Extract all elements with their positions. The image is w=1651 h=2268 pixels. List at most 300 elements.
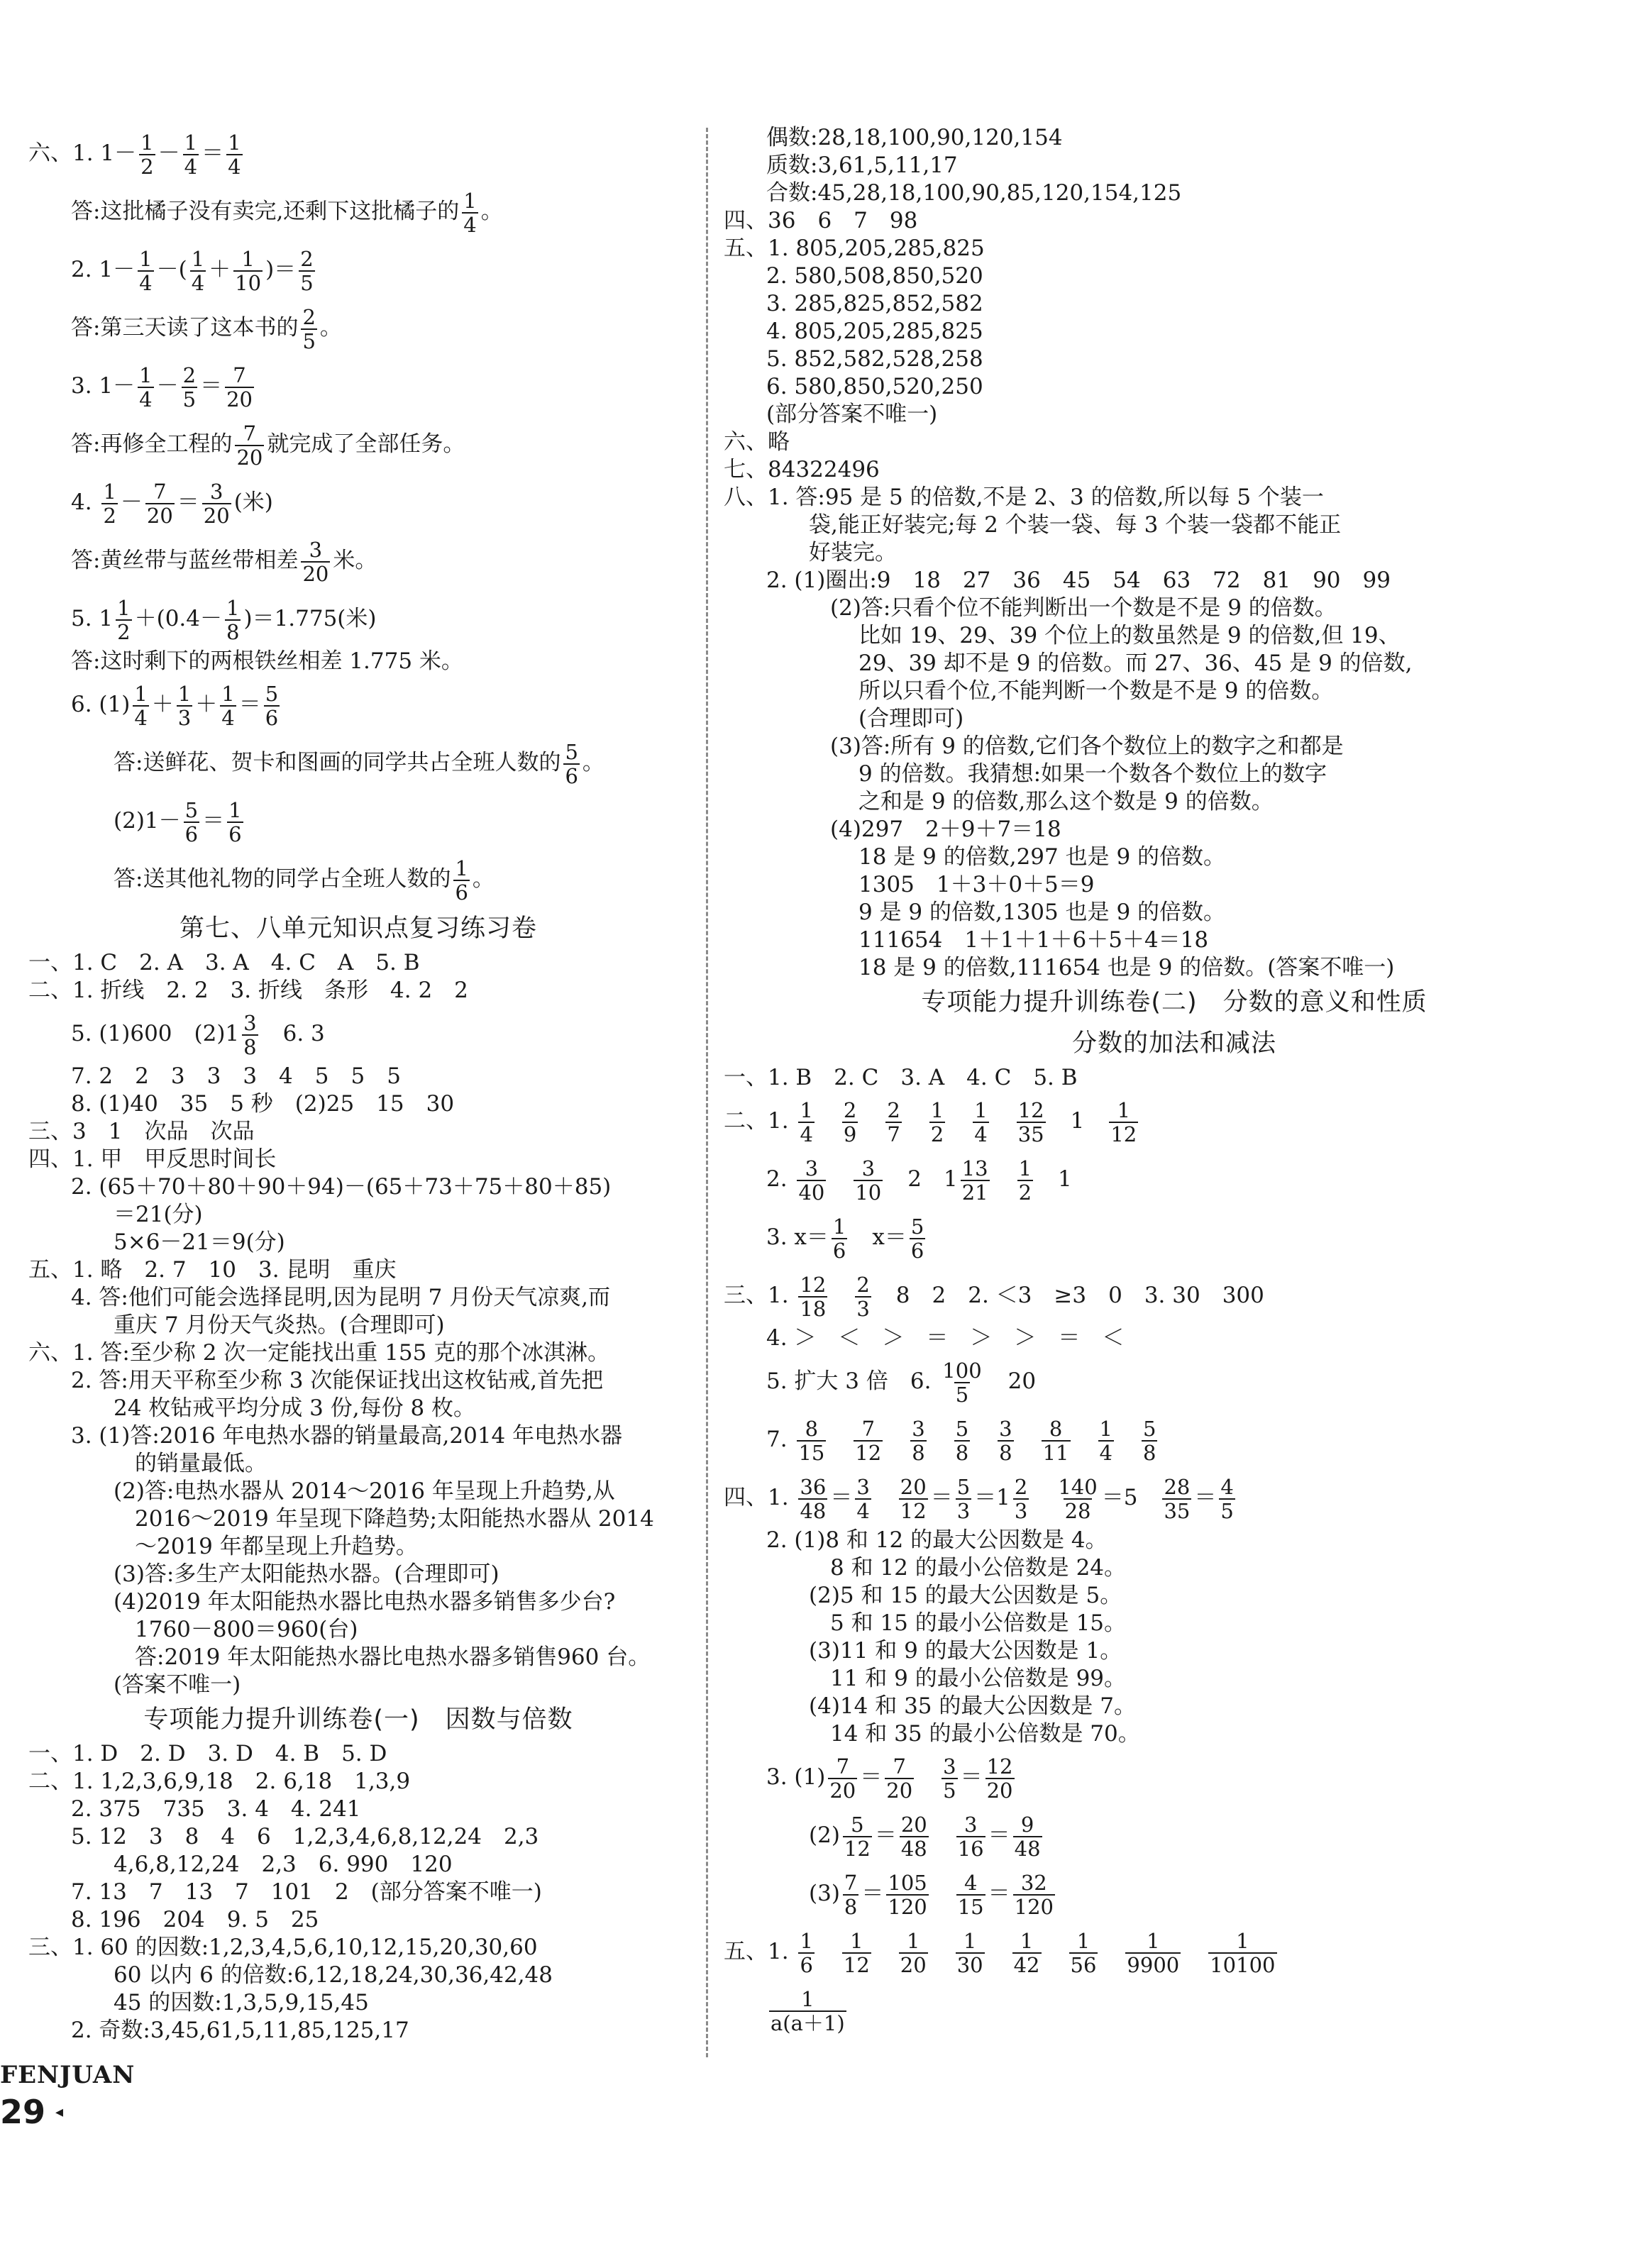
answer-text: (2)	[809, 1822, 840, 1848]
fraction-numerator: 8	[805, 1416, 819, 1441]
fraction	[798, 1476, 827, 1522]
answer-line	[28, 1505, 688, 1533]
answer-line	[28, 1588, 688, 1616]
answer-line	[724, 262, 1625, 290]
fraction-denominator: 5	[955, 1382, 969, 1407]
fraction-numerator: 2	[856, 1272, 870, 1297]
fraction	[225, 364, 254, 411]
fraction	[956, 1813, 985, 1860]
fraction-numerator: 2	[302, 304, 316, 329]
fraction-numerator: 13	[961, 1156, 988, 1180]
fraction-denominator: 11	[1042, 1440, 1069, 1465]
answer-text: ＋	[195, 692, 218, 717]
answer-line	[28, 734, 688, 792]
answer-text	[1017, 1427, 1039, 1452]
answer-text: ＝	[177, 489, 199, 515]
answer-text: 3. 285,825,852,582	[766, 291, 983, 316]
answer-line	[724, 1266, 1625, 1324]
answer-text: ＝	[988, 1822, 1010, 1848]
answer-line	[724, 484, 1625, 511]
page-number: 29	[0, 2093, 46, 2131]
answer-text: ＝	[874, 1822, 897, 1848]
answer-text: 六、1. 1－	[28, 140, 137, 166]
answer-line	[724, 788, 1625, 816]
answer-line	[28, 1796, 688, 1823]
answer-text: 二、1. 1,2,3,6,9,18 2. 6,18 1,3,9	[28, 1769, 411, 1794]
answer-text: 9 的倍数。我猜想:如果一个数各个数位上的数字	[858, 761, 1327, 787]
answer-line	[724, 567, 1625, 594]
answer-text: 答:这批橘子没有卖完,还剩下这批橘子的	[71, 199, 460, 224]
answer-line	[724, 1637, 1625, 1665]
fraction	[1017, 1157, 1033, 1204]
fraction-numerator: 1	[140, 130, 154, 155]
answer-text: 。	[472, 866, 495, 892]
answer-text: 8. 196 204 9. 5 25	[71, 1907, 319, 1932]
answer-text: 8. (1)40 35 5 秒 (2)25 15 30	[71, 1091, 455, 1117]
answer-text: 29、39 却不是 9 的倍数。而 27、36、45 是 9 的倍数,	[858, 651, 1413, 676]
answer-text	[829, 1427, 851, 1452]
answer-text: )＝	[265, 257, 297, 282]
fraction-numerator: 1	[1117, 1097, 1131, 1122]
fraction	[842, 1099, 858, 1146]
answer-line	[724, 1527, 1625, 1554]
answer-line	[28, 1561, 688, 1588]
fraction-denominator: 20	[226, 387, 253, 411]
answer-line	[724, 954, 1625, 982]
fraction-denominator: 5	[302, 328, 316, 353]
fraction-denominator: 12	[900, 1498, 927, 1523]
answer-text: 3. 1－	[71, 373, 136, 399]
fraction	[973, 1099, 988, 1146]
fraction-denominator: 9	[843, 1122, 857, 1146]
fraction-denominator: 12	[1110, 1122, 1137, 1146]
fraction-numerator: 1	[801, 1986, 815, 2011]
fraction-denominator: 48	[1014, 1836, 1041, 1861]
fraction-numerator: 1	[800, 1097, 813, 1122]
fraction	[1098, 1417, 1114, 1464]
answer-text: ＋	[151, 692, 174, 717]
answer-text: 答:第三天读了这本书的	[71, 315, 299, 341]
answer-line	[28, 2017, 688, 2045]
answer-text: (合理即可)	[858, 706, 964, 731]
answer-text: 4. 805,205,285,825	[766, 319, 983, 344]
fraction	[1219, 1476, 1235, 1522]
fraction	[855, 1476, 871, 1522]
fraction	[828, 1755, 857, 1802]
fraction	[1056, 1476, 1098, 1522]
answer-line	[28, 240, 688, 299]
answer-text: (3)答:多生产太阳能热水器。(合理即可)	[114, 1561, 499, 1587]
answer-text: ～2019 年都呈现上升趋势。	[135, 1534, 418, 1559]
answer-line	[28, 1740, 688, 1768]
answer-line	[28, 850, 688, 908]
answer-text: (4)2019 年太阳能热水器比电热水器多销售多少台?	[114, 1589, 616, 1615]
answer-line	[724, 622, 1625, 650]
answer-text: ＝	[830, 1485, 853, 1510]
answer-line	[724, 677, 1625, 705]
fraction-numerator: 1	[184, 130, 198, 155]
fraction	[225, 597, 241, 643]
answer-text: (4)297 2＋9＋7＝18	[830, 817, 1061, 842]
fraction-numerator: 9	[1020, 1812, 1034, 1837]
answer-line	[28, 531, 688, 590]
answer-line	[28, 1851, 688, 1879]
answer-text: x＝	[850, 1224, 907, 1250]
answer-text: 就完成了全部任务。	[267, 431, 465, 457]
fraction-denominator: 12	[843, 1952, 870, 1977]
fraction	[1069, 1930, 1098, 1976]
answer-text: 袋,能正好装完;每 2 个装一袋、每 3 个装一袋都不能正	[809, 512, 1342, 538]
fraction-denominator: 2	[140, 154, 154, 179]
fraction	[769, 1988, 846, 2035]
answer-text	[905, 1108, 927, 1134]
answer-line	[724, 290, 1625, 318]
answer-line	[28, 1644, 688, 1671]
answer-text	[830, 1283, 852, 1308]
answer-text: 所以只看个位,不能判断一个数是不是 9 的倍数。	[858, 678, 1334, 704]
answer-text	[988, 1939, 1010, 1964]
answer-text: 2. 答:用天平称至少称 3 次能保证找出这枚钻戒,首先把	[71, 1368, 604, 1393]
fraction	[1042, 1417, 1071, 1464]
fraction-numerator: 1	[134, 681, 148, 706]
answer-text: 2. (1)8 和 12 的最大公因数是 4。	[766, 1527, 1108, 1553]
fraction	[797, 1157, 826, 1204]
fraction-denominator: 4	[800, 1122, 813, 1146]
fraction	[177, 682, 192, 729]
answer-text: 3. (1)	[766, 1764, 826, 1790]
fraction-denominator: 5	[182, 387, 197, 411]
answer-text: 三、1.	[724, 1283, 796, 1308]
answer-text: 五、1. 805,205,285,825	[724, 236, 985, 261]
fraction-denominator: 120	[1014, 1894, 1054, 1919]
answer-text: 2 1	[885, 1166, 958, 1192]
answer-line	[28, 1339, 688, 1367]
fraction	[910, 1215, 925, 1262]
fraction	[299, 248, 314, 294]
answer-text: －	[156, 373, 179, 399]
answer-line	[724, 1410, 1625, 1468]
fraction-denominator: 6	[228, 822, 242, 846]
fraction	[899, 1476, 928, 1522]
answer-text: 7. 2 2 3 3 3 4 5 5 5	[71, 1063, 401, 1089]
fraction	[854, 1157, 883, 1204]
fraction-numerator: 1	[191, 246, 205, 271]
answer-text: 合数:45,28,18,100,90,85,120,154,125	[766, 180, 1182, 206]
fraction	[227, 799, 243, 846]
answer-text: ＝21(分)	[114, 1202, 203, 1227]
answer-line	[724, 1064, 1625, 1092]
answer-line	[724, 373, 1625, 401]
fraction	[956, 1476, 971, 1522]
answer-line	[724, 843, 1625, 871]
answer-text	[874, 1485, 896, 1510]
fraction-numerator: 3	[243, 1010, 257, 1035]
answer-text: 答:2019 年太阳能热水器比电热水器多销售960 台。	[135, 1644, 651, 1670]
answer-text	[885, 1427, 907, 1452]
fraction-denominator: 15	[798, 1440, 825, 1465]
fraction-denominator: 42	[1013, 1952, 1040, 1977]
answer-text: (3)	[809, 1881, 840, 1906]
answer-line	[28, 1422, 688, 1450]
answer-line	[724, 816, 1625, 843]
answer-line	[724, 456, 1625, 484]
answer-text: ＝	[988, 1881, 1010, 1906]
answer-text: 9 是 9 的倍数,1305 也是 9 的倍数。	[858, 900, 1226, 925]
fraction-denominator: 20	[302, 561, 329, 586]
answer-text: (2)答:电热水器从 2014～2016 年呈现上升趋势,从	[114, 1478, 615, 1504]
answer-text	[932, 1881, 954, 1906]
fraction	[139, 131, 155, 178]
fraction-numerator: 1	[1018, 1156, 1032, 1180]
fraction-denominator: 12	[844, 1836, 871, 1861]
fraction	[1013, 1813, 1042, 1860]
answer-line	[28, 1146, 688, 1173]
answer-text: 1	[1048, 1108, 1107, 1134]
answer-line	[724, 1324, 1625, 1352]
answer-line	[724, 1923, 1625, 1981]
answer-text: 45 的因数:1,3,5,9,15,45	[114, 1990, 369, 2015]
answer-line	[724, 926, 1625, 954]
fraction-denominator: 6	[800, 1952, 813, 1977]
answer-text: ＋(0.4－	[134, 606, 223, 631]
fraction-denominator: 4	[974, 1122, 988, 1146]
fraction	[886, 1871, 928, 1918]
answer-line	[28, 648, 688, 675]
fraction	[832, 1215, 847, 1262]
fraction-denominator: 28	[1064, 1498, 1091, 1523]
fraction	[453, 857, 469, 904]
answer-text: 11 和 9 的最小公倍数是 99。	[830, 1666, 1127, 1691]
answer-text	[1183, 1939, 1205, 1964]
answer-line	[28, 1671, 688, 1699]
answer-text: ＝5	[1101, 1485, 1160, 1510]
fraction	[220, 682, 236, 729]
answer-text	[1044, 1939, 1066, 1964]
fraction-denominator: 3	[177, 705, 192, 730]
answer-line	[724, 1748, 1625, 1806]
answer-text: 2. 奇数:3,45,61,5,11,85,125,17	[71, 2018, 409, 2043]
answer-line	[28, 473, 688, 531]
answer-text: 2016～2019 年呈现下降趋势;太阳能热水器从 2014	[135, 1506, 654, 1532]
left-column	[28, 124, 688, 2045]
answer-line	[724, 594, 1625, 622]
fraction-denominator: 4	[1099, 1440, 1112, 1465]
answer-text: 4.	[71, 489, 99, 515]
fraction-numerator: 3	[963, 1812, 978, 1837]
fraction-denominator: 3	[1014, 1498, 1028, 1523]
answer-text: 好装完。	[809, 540, 897, 565]
answer-text: 5. 852,582,528,258	[766, 346, 983, 372]
answer-text: 4,6,8,12,24 2,3 6. 990 120	[114, 1852, 453, 1877]
answer-line	[28, 299, 688, 357]
answer-line	[28, 1934, 688, 1962]
answer-text: (2)答:只看个位不能判断出一个数是不是 9 的倍数。	[830, 595, 1337, 621]
answer-text: ＝	[960, 1764, 983, 1790]
fraction-numerator: 1	[228, 797, 242, 822]
answer-text	[817, 1939, 839, 1964]
fraction	[954, 1417, 970, 1464]
fraction-denominator: 15	[957, 1894, 984, 1919]
answer-text: ＝	[200, 373, 223, 399]
answer-text	[817, 1108, 839, 1134]
answer-line	[724, 1665, 1625, 1693]
fraction-denominator: 20	[829, 1778, 856, 1803]
fraction	[885, 1099, 901, 1146]
answer-text	[1100, 1939, 1122, 1964]
answer-text: (3)答:所有 9 的倍数,它们各个数位上的数字之和都是	[830, 734, 1344, 759]
fraction-numerator: 7	[861, 1416, 876, 1441]
fraction-denominator: 8	[1142, 1440, 1156, 1465]
fraction-numerator: 2	[182, 363, 197, 387]
fraction-denominator: 8	[999, 1440, 1012, 1465]
answer-line	[28, 1005, 688, 1063]
fraction	[854, 1417, 883, 1464]
answer-text: 6. 3	[260, 1021, 325, 1046]
answer-text: 1760－800＝960(台)	[135, 1617, 358, 1642]
answer-text: 六、略	[724, 429, 790, 455]
answer-line	[28, 415, 688, 473]
answer-line	[28, 1173, 688, 1201]
answer-text: 。	[319, 315, 342, 341]
answer-line	[724, 1468, 1625, 1527]
answer-line	[28, 977, 688, 1005]
answer-line	[28, 357, 688, 415]
answer-text: －(	[156, 257, 187, 282]
fraction-numerator: 105	[888, 1870, 927, 1895]
fraction	[843, 1871, 858, 1918]
fraction-denominator: 4	[856, 1498, 870, 1523]
fraction	[900, 1813, 929, 1860]
fraction-numerator: 7	[153, 479, 167, 504]
fraction-numerator: 36	[800, 1474, 827, 1499]
answer-text: 2. (65＋70＋80＋90＋94)－(65＋73＋75＋80＋85)	[71, 1174, 612, 1200]
fraction	[1125, 1930, 1181, 1976]
fraction-numerator: 20	[900, 1474, 927, 1499]
fraction-numerator: 1	[463, 188, 477, 213]
fraction-numerator: 1	[832, 1214, 846, 1239]
answer-text: ＝	[860, 1764, 883, 1790]
answer-text: 3. x＝	[766, 1224, 829, 1250]
answer-line	[28, 1533, 688, 1561]
answer-line	[724, 539, 1625, 567]
answer-line	[28, 1450, 688, 1478]
fraction	[264, 682, 280, 729]
answer-line	[724, 705, 1625, 733]
fraction-numerator: 140	[1058, 1474, 1098, 1499]
fraction	[942, 1755, 957, 1802]
answer-line	[28, 124, 688, 182]
answer-text: 答:这时剩下的两根铁丝相差 1.775 米。	[71, 648, 463, 674]
answer-line	[724, 1582, 1625, 1610]
fraction	[101, 480, 117, 527]
answer-text: 六、1. 答:至少称 2 次一定能找出重 155 克的那个冰淇淋。	[28, 1340, 610, 1366]
fraction	[941, 1359, 983, 1406]
fraction-numerator: 2	[1014, 1474, 1028, 1499]
answer-line	[724, 511, 1625, 539]
column-divider	[706, 128, 708, 2057]
answer-text: 8 2 2. ＜3 ≥3 0 3. 30 300	[873, 1283, 1264, 1308]
answer-text: 4. 答:他们可能会选择昆明,因为昆明 7 月份天气凉爽,而	[71, 1285, 611, 1310]
fraction-numerator: 1	[117, 595, 131, 620]
fraction-denominator: 8	[955, 1440, 969, 1465]
fraction-denominator: 48	[900, 1836, 927, 1861]
answer-text: 偶数:28,18,100,90,120,154	[766, 125, 1063, 150]
fraction-denominator: 5	[300, 270, 314, 295]
answer-line	[724, 401, 1625, 428]
fraction-denominator: 2	[1018, 1180, 1032, 1205]
fraction	[190, 248, 206, 294]
answer-text: 七、84322496	[724, 457, 880, 482]
fraction-numerator: 1	[850, 1928, 863, 1953]
answer-text: 4. ＞ ＜ ＞ ＝ ＞ ＞ ＝ ＜	[766, 1325, 1125, 1351]
fraction-denominator: 8	[912, 1440, 925, 1465]
answer-text: 3. (1)答:2016 年电热水器的销量最高,2014 年电热水器	[71, 1423, 623, 1449]
answer-line	[28, 1118, 688, 1146]
fraction-numerator: 1	[226, 595, 240, 620]
answer-line	[724, 1092, 1625, 1150]
answer-line	[724, 428, 1625, 456]
answer-text: 2. (1)圈出:9 18 27 36 45 54 63 72 81 90 99	[766, 568, 1391, 593]
answer-text: 6. 580,850,520,250	[766, 374, 983, 399]
fraction	[1013, 1476, 1029, 1522]
answer-text: 答:送鲜花、贺卡和图画的同学共占全班人数的	[114, 750, 561, 775]
fraction	[1017, 1099, 1046, 1146]
answer-text: (部分答案不唯一)	[766, 402, 938, 427]
fraction-numerator: 1	[800, 1928, 813, 1953]
fraction-denominator: 20	[986, 1778, 1013, 1803]
fraction	[462, 189, 477, 236]
fraction-numerator: 1	[228, 130, 241, 155]
answer-text	[917, 1764, 939, 1790]
fraction-numerator: 4	[963, 1870, 978, 1895]
fraction-denominator: 6	[184, 822, 199, 846]
answer-line	[28, 949, 688, 977]
fraction	[563, 741, 579, 787]
answer-line	[28, 1090, 688, 1118]
fraction-numerator: 5	[955, 1416, 969, 1441]
fraction-denominator: 35	[1017, 1122, 1044, 1146]
fraction	[1013, 1871, 1055, 1918]
answer-line	[28, 1823, 688, 1851]
fraction-numerator: 1	[963, 1928, 977, 1953]
fraction-denominator: 10100	[1210, 1952, 1276, 1977]
answer-text: 答:黄丝带与蓝丝带相差	[71, 548, 299, 573]
fraction-numerator: 7	[836, 1754, 850, 1779]
answer-text: 答:再修全工程的	[71, 431, 233, 457]
fraction-denominator: 4	[228, 154, 241, 179]
fraction-denominator: 16	[957, 1836, 984, 1861]
fraction	[956, 1871, 985, 1918]
answer-text: 5. 12 3 8 4 6 1,2,3,4,6,8,12,24 2,3	[71, 1824, 539, 1849]
answer-text	[861, 1108, 883, 1134]
answer-line	[724, 760, 1625, 788]
answer-text: (2)1－	[114, 808, 181, 834]
fraction-numerator: 7	[233, 363, 246, 387]
answer-text: 重庆 7 月份天气炎热。(合理即可)	[114, 1312, 445, 1338]
fraction	[798, 1099, 814, 1146]
fraction-numerator: 1	[974, 1097, 988, 1122]
fraction-denominator: 12	[855, 1440, 882, 1465]
answer-line	[28, 1201, 688, 1229]
fraction	[961, 1157, 990, 1204]
fraction-denominator: 10	[855, 1180, 882, 1205]
fraction	[1142, 1417, 1157, 1464]
answer-text: 2.	[766, 1166, 795, 1192]
fraction	[138, 248, 153, 294]
fraction	[235, 422, 264, 469]
answer-text: 8 和 12 的最小公倍数是 24。	[830, 1555, 1127, 1581]
fraction-numerator: 28	[1164, 1474, 1191, 1499]
